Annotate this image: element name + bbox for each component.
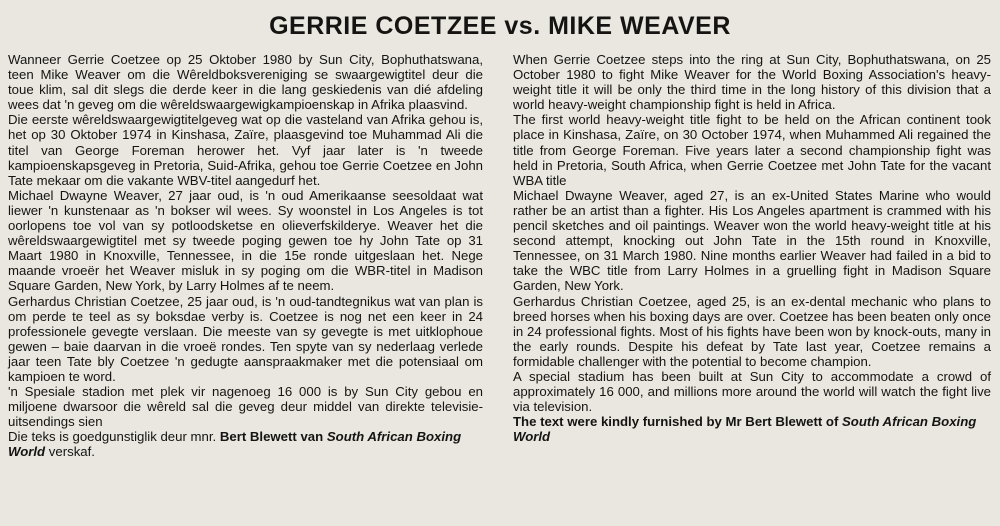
english-paragraph: When Gerrie Coetzee steps into the ring at Sun City, Bophuthatswana, on 25 October 1980 to fight Mike Weaver for the World Boxing Association's heavy-weight title it will be only the third time in the long history of this division that a world heavy-weight championship fight is held in Africa.: [513, 52, 991, 113]
english-credit: [513, 414, 991, 444]
credit-text: Die teks is goedgunstiglik deur mnr.: [8, 429, 220, 445]
afrikaans-paragraph: Die eerste wêreldswaargewigtitelgeveg wat op die vasteland van Afrika gehou is, het op 30 Oktober 1974 in Kinshasa, Zaïre, plaasgevind toe Muhammad Ali die titel van George Foreman herower het. Vyf jaar later is 'n tweede kampioenskapsgeveg in Pretoria, Suid-Afrika, gehou toe Gerrie Coetzee en John Tate mekaar om die vakante WBV-titel aangedurf het.: [8, 112, 483, 188]
credit-author: Bert Blewett van: [219, 429, 327, 445]
credit-text-end: verskaf.: [45, 444, 95, 460]
afrikaans-paragraph: Gerhardus Christian Coetzee, 25 jaar oud, is 'n oud-tandtegnikus wat van plan is om perde te teel as sy boksdae verby is. Coetzee is nog net een keer in 24 professionele gevegte verslaan. Die meeste van sy gevegte is met uitklophoue gewen – baie daarvan in die vroeë rondes. Ten spyte van sy nederlaag verlede jaar teen Tate bly Coetzee 'n gedugte aanspraakmaker met die potensiaal om kampioen te word.: [8, 293, 483, 384]
credit-text: The text were kindly furnished by Mr Bert Blewett of: [513, 414, 843, 430]
afrikaans-column: [8, 52, 483, 460]
english-paragraph: Michael Dwayne Weaver, aged 27, is an ex-United States Marine who would rather be an artist than a fighter. His Los Angeles apartment is crammed with his pencil sketches and oil paintings. Weaver won the world heavy-weight title at his second attempt, knocking out John Tate in the 15th round in Knoxville, Tennessee, on 31 March 1980. Nine months earlier Weaver had failed in a bid to take the WBC title from Larry Holmes in a gruelling fight in Madison Square Garden, New York.: [513, 187, 991, 294]
english-paragraph: A special stadium has been built at Sun City to accommodate a crowd of approximately 16 000, and millions more around the world will watch the fight live via television.: [513, 368, 991, 415]
english-paragraph: Gerhardus Christian Coetzee, aged 25, is an ex-dental mechanic who plans to breed horses when his boxing days are over. Coetzee has been beaten only once in 24 professional fights. Most of his fights have been won by knock-outs, many in the early rounds. Despite his defeat by Tate last year, Coetzee remains a formidable challenger with the potential to become champion.: [513, 293, 991, 369]
afrikaans-paragraph: Michael Dwayne Weaver, 27 jaar oud, is 'n oud Amerikaanse seesoldaat wat liewer 'n kunstenaar as 'n bokser wil wees. Sy woonstel in Los Angeles is tot oorlopens toe vol van sy potloodsketse en olieverfskilderye. Weaver het die wêreldswaargewigtitel met sy tweede poging gewen toe hy John Tate op 31 Maart 1980 in Knoxville, Tennessee, in die 15e ronde uitgeslaan het. Nege maande vroeër het Weaver misluk in sy poging om die WBR-titel in Madison Square Garden, New York, by Larry Holmes af te neem.: [8, 187, 483, 294]
credit-publication: South African Boxing World: [513, 414, 977, 445]
english-paragraph: The first world heavy-weight title fight to be held on the African continent took place in Kinshasa, Zaïre, on 30 October 1974, when Muhammed Ali regained the title from George Foreman. Five years later a second championship fight was held in Pretoria, South Africa, when Gerrie Coetzee met John Tate for the vacant WBA title: [513, 112, 991, 188]
afrikaans-credit: [8, 429, 483, 459]
english-column: [513, 52, 991, 444]
afrikaans-paragraph: 'n Spesiale stadion met plek vir nagenoeg 16 000 is by Sun City gebou en miljoene dwarsoor die wêreld sal die geveg deur middel van direkte televisie-uitsendings sien: [8, 384, 483, 430]
credit-publication: South African Boxing World: [8, 429, 462, 460]
afrikaans-paragraph: Wanneer Gerrie Coetzee op 25 Oktober 1980 by Sun City, Bophuthatswana, teen Mike Weaver om die Wêreldboksvereniging se swaargewigtitel deur die toue klim, sal dit slegs die derde keer in die lang geskiedenis van dié afdeling wees dat 'n geveg om die wêreldswaargewigkampioenskap in Afrika plaasvind.: [8, 52, 483, 113]
article-title: GERRIE COETZEE vs. MIKE WEAVER: [269, 12, 731, 40]
